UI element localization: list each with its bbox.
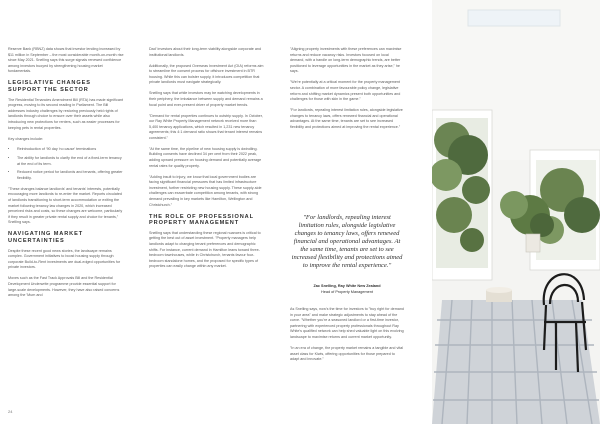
body-paragraph: Despite these recent good news stories, the landscape remains complex. Government initiatives to boost housing supply through corporate Build-to-Rent investments are dual-edged opportunities for private investors. [8,248,121,270]
body-paragraph: Dad' investors about their long-term viability alongside corporate and institutional landlords. [149,47,262,57]
article-column-3-continued [290,307,404,368]
body-paragraph: "In an era of change, the property market remains a tangible and vital asset class for Kiwis, offering opportunities for those prepared to adapt and innovate." [290,345,404,362]
body-paragraph: "We're potentially at a critical moment for the property management sector. A combination of more favourable policy change, legislative reform and shifting market dynamics present both opportunities and challenges for those with skin in the game." [290,80,401,102]
page-number: 24 [8,409,13,414]
body-paragraph: "At the same time, the pipeline of new housing supply is dwindling. Building consents have declined 34 per cent from their 2022 peak, adding upward pressure on housing demand and potentially average rental rates for quality property. [149,146,262,168]
article-column-1 [8,47,125,304]
body-paragraph: Additionally, the proposed Overseas Investment Act (OIA) reforms aim to streamline the consent process for offshore investment in BTR housing. While this can bolster supply, it introduces competition that private landlords must navigate strategically. [149,63,264,85]
key-changes-list [8,147,125,181]
intro-paragraph: Reserve Bank (RBNZ) data shows that investor lending increased by $11 million in September – the most considerable month-on-month rise since May 2021. Snelling says this surge signals renewed confidence among investors buoyed by strengthening housing market fundamentals. [8,47,124,74]
body-paragraph: "Demand for rental properties continues to outstrip supply. In October, our Ray White Property Management network received more than 5,400 tenancy applications, which resulted in 1,231 new tenancy agreements; this 4:1 demand ratio shows that tenant interest remains consistent." [149,113,263,140]
body-paragraph: Snelling says that understanding these regional nuances is critical to getting the best out of asset investment. "Property managers help landlords adapt to changing tenant preferences and demographic shifts. For instance, current demand in Hamilton leans toward three-bedroom townhouses, while in Christchurch, tenants favour four-bedroom standalone homes, and the proposed for specific types of properties can easily change within any market. [149,230,261,269]
key-changes-label: Key changes include: [8,136,44,141]
quote-attribution [290,284,404,295]
list-item: • Reintroduction of '90 day 'no cause' terminations [17,147,125,153]
section-heading-market-uncertainties: NAVIGATING MARKET UNCERTAINTIES [8,231,84,244]
body-paragraph: Moves such as the Fast Track Approvals Bill and the Residential Development Underwrite programme provide essential support for large-scale developments. However, they have also raised concerns among the 'Mum and [8,276,120,298]
body-paragraph: As Snelling says, now's the time for investors to "buy right for demand in your area" and make strategic adjustments to stay ahead of the curve. "Whether you're a seasoned landlord or a first-time investor, partnering with experienced property professionals throughout Ray White's qualified network can help shed valuable light on this evolving landscape to maximise returns and current market opportunity. [290,307,404,339]
article-column-2 [149,47,266,275]
attribution-name: Zac Snelling, Ray White New Zealand [313,284,381,288]
pull-quote: "For landlords, repealing interest limitation rules, alongside legislative changes to tenancy laws, offers renewed financial and operational advantages. At the same time, tenants are set to see increased flexibility and protections aimed to improve the rental experience." [291,214,403,269]
body-paragraph: "Adding insult to injury, we know that local government bodies are facing significant financial pressures that has limited infrastructure investment, further restricting new housing supply. These supply-side challenges can exacerbate competition among tenants, with strong demand prevailing in key markets like Hamilton, Wellington and Christchurch." [149,174,262,207]
body-paragraph: The Residential Tenancies Amendment Bill (RTA) has made significant progress, moving to its second reading in Parliament. The Bill addresses industry challenges by restoring previously held rights of landlords through choice to ensure over their assets while also introducing new protections for renters, such as easier processes for keeping pets in rental properties. [8,97,123,130]
list-item: • The ability for landlords to clarify the end of a fixed-term tenancy at the end of its term. [17,156,125,167]
section-heading-legislative-changes: LEGISLATIVE CHANGES SUPPORT THE SECTOR [8,80,91,93]
interior-dining-room-photo [432,0,600,424]
section-heading-property-management: THE ROLE OF PROFESSIONAL PROPERTY MANAGEMENT [149,213,254,227]
list-item: • Reduced notice period for landlords and tenants, offering greater flexibility. [17,170,125,181]
body-paragraph: "For landlords, repealing interest limitation rules, alongside legislative changes to tenancy laws, offers renewed financial and operational advantages. At the same time, tenants are set to see increased flexibility and protections aimed at improving the rental experience." [290,108,403,129]
body-paragraph: "These changes balance landlords' and tenants' interests, potentially encouraging more landlords to re-enter the market. Reports circulated of landlords transitioning to short-term accommodation or exiting the market following tenancy law changes in 2020, which increased perceived risks and costs, so these changes are welcome, particularly if they result in greater private rental supply and choice for tenants," Snelling says. [8,186,123,225]
body-paragraph: "Aligning property investments with these preferences can maximise returns and reduce vacancy risks. Investors focused on local demand, with a handle on long-term demographic trends, are better positioned to leverage opportunities in the market as they arise," he says. [290,47,402,74]
body-paragraph: Snelling says that while investors may be watching developments in their periphery, the imbalance between supply and demand remains a focal point and ever-present driver of property market trends. [149,91,263,107]
article-column-3 [290,47,404,136]
attribution-title: Head of Property Management [321,289,373,294]
